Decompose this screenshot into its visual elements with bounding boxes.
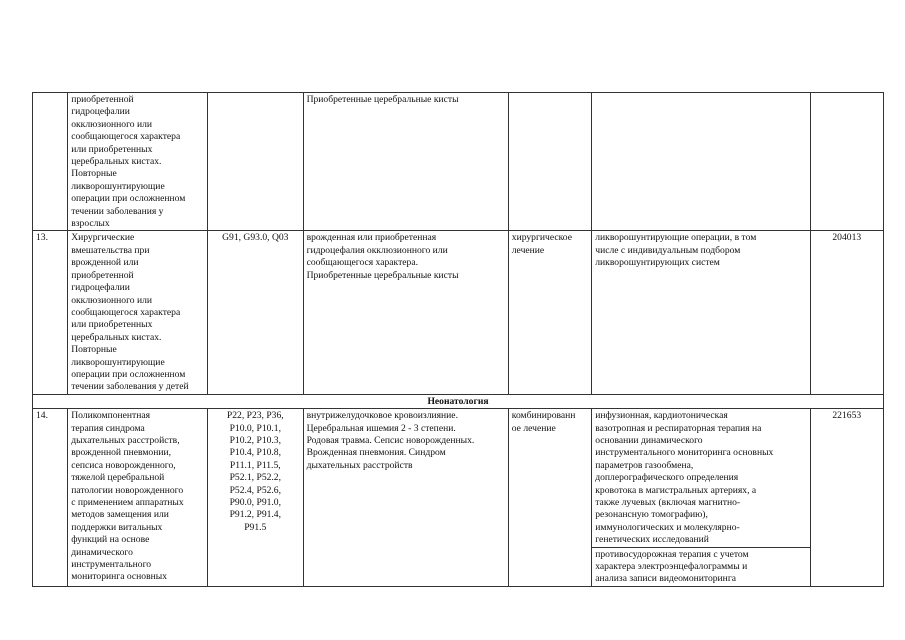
table-row — [33, 409, 884, 587]
treatment-method-cell: ликворошунтирующие операции, в том числе с индивидуальным подбором ликворошунтирующих систем — [592, 231, 810, 394]
procedures-table — [32, 92, 884, 587]
table-row — [33, 231, 884, 394]
table-row — [33, 93, 884, 231]
patient-model-cell: внутрижелудочковое кровоизлияние. Церебральная ишемия 2 - 3 степени. Родовая травма. Сепсис новорожденных. Врожденная пневмония. Синдром дыхательных расстройств — [303, 409, 508, 587]
section-title: Неонатология — [33, 394, 884, 408]
cost-cell — [810, 93, 883, 231]
procedure-name-cell: Хирургические вмешательства при врожденной или приобретенной гидроцефалии окклюзионного или сообщающегося характера или приобретенных церебральных кистах. Повторные ликворошунтирующие операции при осложненном течении заболевания у детей — [68, 231, 208, 394]
treatment-type-cell — [508, 93, 591, 231]
procedure-name-cell: приобретенной гидроцефалии окклюзионного или сообщающегося характера или приобретенных церебральных кистах. Повторные ликворошунтирующие операции при осложненном течении заболевания у взрослых — [68, 93, 208, 231]
treatment-method-block-2: противосудорожная терапия с учетом характера электроэнцефалограммы и анализа записи видеомониторинга — [592, 547, 809, 586]
row-number-cell: 13. — [33, 231, 68, 394]
cost-cell: 204013 — [810, 231, 883, 394]
row-number-cell: 14. — [33, 409, 68, 587]
section-header-row — [33, 394, 884, 408]
patient-model-cell: врожденная или приобретенная гидроцефалия окклюзионного или сообщающегося характера. Приобретенные церебральные кисты — [303, 231, 508, 394]
icd-codes-cell — [208, 93, 304, 231]
icd-codes-cell: G91, G93.0, Q03 — [208, 231, 304, 394]
procedure-name-cell: Поликомпонентная терапия синдрома дыхательных расстройств, врожденной пневмонии, сепсиса новорожденного, тяжелой церебральной патологии новорожденного с применением аппаратных методов замещения или поддержки витальных функций на основе динамического инструментального мониторинга основных — [68, 409, 208, 587]
treatment-method-cell — [592, 93, 810, 231]
treatment-method-block: инфузионная, кардиотоническая вазотропная и респираторная терапия на основании динамического инструментального мониторинга основных параметров газообмена, доплерографического определения кровотока в магистральных артериях, а также лучевых (включая магнитно- резонансную томографию), иммунологических и молекулярно- генетических исследований — [595, 410, 774, 546]
treatment-type-cell: хирургическое лечение — [508, 231, 591, 394]
treatment-method-cell — [592, 409, 810, 587]
treatment-type-cell: комбинированн ое лечение — [508, 409, 591, 587]
patient-model-cell: Приобретенные церебральные кисты — [303, 93, 508, 231]
cost-cell: 221653 — [810, 409, 883, 587]
icd-codes-cell: P22, P23, P36, P10.0, P10.1, P10.2, P10.3, P10.4, P10.8, P11.1, P11.5, P52.1, P52.2, P52.4, P52.6, P90.0, P91.0, P91.2, P91.4, P91.5 — [208, 409, 304, 587]
row-number-cell — [33, 93, 68, 231]
